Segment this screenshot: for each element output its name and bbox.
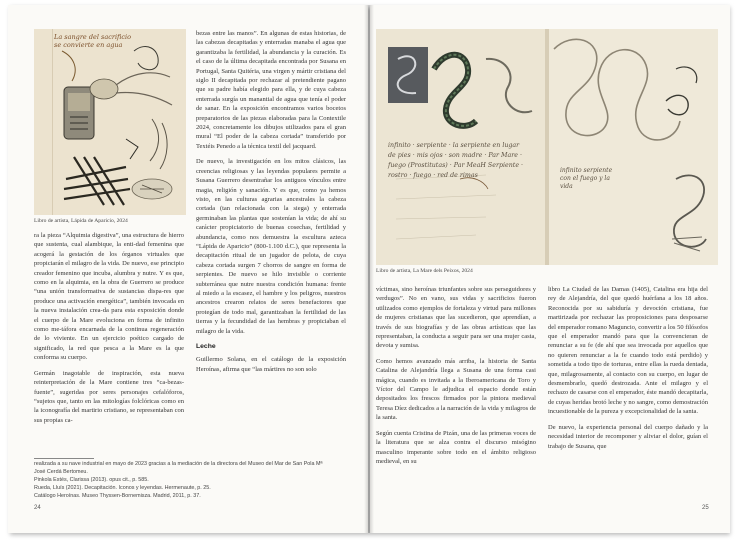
- footnote: Pinkola Estés, Clarissa (2013). opus cit., p. 585.: [34, 477, 149, 483]
- paragraph: Como hemos avanzado más arriba, la historia de Santa Catalina de Alejandría llega a Susana de una forma casi mágica, cuando es invitada a la Iberoamericana de Toro y Víctor del Campo le adjudica el espacio donde están depositados los frescos firmados por la pintora medieval Teresa Díez dedicados a la narración de la vida y milagros de la santa.: [376, 357, 536, 422]
- paragraph: víctimas, sino heroínas triunfantes sobre sus perseguidores y verdugos”. No en vano, sus vidas y sacrificios fueron utilizados como ejemplos de fortaleza y virtud para millones de mujeres cristianas que las sucedieron, que aprendían, a través de sus biografías y de las obras artísticas que las representaban, la conducta a seguir para ser una mujer casta, devota y sumisa.: [376, 286, 536, 350]
- right-figure-caption: Libro de artista, La Mare dels Peixos, 2024: [376, 268, 473, 274]
- paragraph: libro La Ciudad de las Damas (1405), Catalina era hija del rey de Alejandría, del que quedó huérfana a los 18 años. Reconocida por su sabiduría y devoción cristiana, fue martirizada por rechazar las proposiciones para desposarse del emperador romano Maguncio, convertir a los 50 filósofos que el emperador mandó para que la convencieran de renunciar a su fe (de ahí que sea invocada por aquellos que no quieren renunciar a la fe cuando todo está perdido) y sometida a todo tipo de torturas, entre ellas la rueda dentada, que, milagrosamente, al contacto con su cuerpo, en lugar de desmembrarlo, quedó destrozada. Ante el milagro y el rechazo de casarse con el emperador, éste mandó decapitarla, de cuyas heridas brotó leche y no sangre, como demostración incuestionable de la pureza y excepcionalidad de la santa.: [548, 286, 708, 416]
- sketch-lapida-aparicio: [34, 29, 186, 215]
- paragraph: ra la pieza “Alquimia digestiva”, una estructura de hierro que sustenta, cual alambique, la enti-dad femenina que acogerá la gestación de los órganos virtuales que propiciarán el milagro de la vida. De nuevo, ese principio creador femenino que incuba, alumbra y nutre. Y es que, como en la alquimia, en la obra de Guerrero se produce “una unión transformativa de sustancias dispa-res que produce una activación energética”, también invocada en la nueva instalación crea-da para esta exposición donde el cuerpo de la Mare evoluciona en forma de infinito como me-táfora encarnada de la continua regeneración de lo viviente. En un ejercicio poético cargado de significado, la red que pesca a la Mare es la que conforma su cuerpo.: [34, 232, 184, 362]
- book-spine: [364, 5, 374, 533]
- footnote-rule: [34, 458, 94, 459]
- artwork-handwriting-left: infinito · serpiente · la serpiente en lugar de pies · mis ojos · son madre · Par Mare · fuego (Prostitutas) · Par MeaH Serpiente · rostro · fuego · red de rimas: [388, 142, 524, 179]
- artwork-handwriting: La sangre del sacrificio se convierte en agua: [54, 33, 131, 49]
- right-artwork: [376, 29, 718, 265]
- footnote: Rueda, Lluís (2021). Decapitación. Iconos y leyendas. Hermenaute, p. 25.: [34, 485, 211, 491]
- left-column-2: [196, 29, 346, 380]
- left-column-1: [34, 231, 184, 431]
- paragraph: Guillermo Solana, en el catálogo de la exposición Heroínas, afirma que “las mártires no son solo: [196, 356, 346, 373]
- right-column-2: [548, 285, 708, 457]
- artwork-handwriting-right: infinito serpiente con el fuego y la vida: [560, 167, 613, 190]
- paragraph: Germán inagotable de inspiración, esta nueva reinterpretación de la Mare contiene tres “ca-bezas-fuente”, sugeridas por seres personajes cefalóforos, “sujetos que, tanto en las mitologías folclóricas como en la iconografía del martirio cristiano, se representaban con sus propias ca-: [34, 369, 184, 424]
- left-artwork: [34, 29, 186, 215]
- footnote: realizada a su nave industrial en mayo de 2023 gracias a la mediación de la directora del Museo del Mar de San Pola Mª José Cerdá Bertomeu.: [34, 461, 323, 475]
- paragraph: De nuevo, la investigación en los mitos clásicos, las creencias religiosas y las leyendas populares permite a Susana Guerrero desentrañar los antiguos vínculos entre magia, religión y sanación. Y es que, como ya hemos visto, en las culturas agrarias ancestrales la cabeza cortada (tan relacionada con la siega) y enterrada germinaban las plantas que sostenían la vida; de ahí su carácter propiciatorio de buenas cosechas, fertilidad y abundancia, como nos demuestra la escultura azteca “Lápida de Aparicio” (800-1.100 d.C.), que representa la decapitación ritual de un jugador de pelota, de cuya cabeza cortada surgen 7 chorros de sangre en forma de serpientes. De nuevo se hilo invisible o corriente subterránea que nutre nuestra condición humana: frente al miedo a la escasez, el hambre y los peligros, nuestros ancestros crearon relatos de seres benefactores que protegían de todo mal, garantizaban la fertilidad de las tierras y la fecundidad de las hembras y propiciaban el milagro de la vida.: [196, 158, 346, 335]
- right-page: [370, 5, 730, 533]
- book-spread: [8, 5, 730, 533]
- section-heading: Leche: [196, 343, 216, 350]
- page-number: 25: [702, 505, 709, 511]
- paragraph: Según cuenta Cristina de Pizán, una de las primeras voces de la literatura que se alza contra el discurso misógino masculino imperante sobre todo en el ámbito religioso medieval, en su: [376, 429, 536, 465]
- paragraph: bezas entre las manos”. En algunas de estas historias, de las cabezas decapitadas y enterradas manaba el agua que garantizaba la fertilidad, la abundancia y la curación. Es el caso de la última decapitada encontrada por Susana en Portugal, Santa Quitéria, una virgen y mártir cristiana del siglo II decapitada por rechazar al pretendiente pagano que su padre había elegido para ella, y de cuya cabeza enterrada surgía un manantial de agua que tenía el poder de sanar. En la exposición encontramos varios bocetos preparatorios de las piezas elaboradas para la Contextile 2024, concretamente los dibujos utilizados para el gran mural “El poder de la cabeza cortada” transferido por Textéis Penedo a la técnica textil del jacquard.: [196, 30, 346, 150]
- footnotes: [34, 460, 334, 500]
- paragraph: De nuevo, la experiencia personal del cuerpo dañado y la necesidad interior de recomponer y aliviar el dolor, guían el trabajo de Susana, que: [548, 423, 708, 450]
- left-page: [8, 5, 368, 533]
- page-number: 24: [34, 505, 41, 511]
- footnote: Catálogo Heroínas. Museo Thyssen-Bornemisza. Madrid, 2011, p. 37.: [34, 493, 201, 499]
- right-column-1: [376, 285, 536, 472]
- left-figure-caption: Libro de artista, Lápida de Aparicio, 2024: [34, 218, 128, 224]
